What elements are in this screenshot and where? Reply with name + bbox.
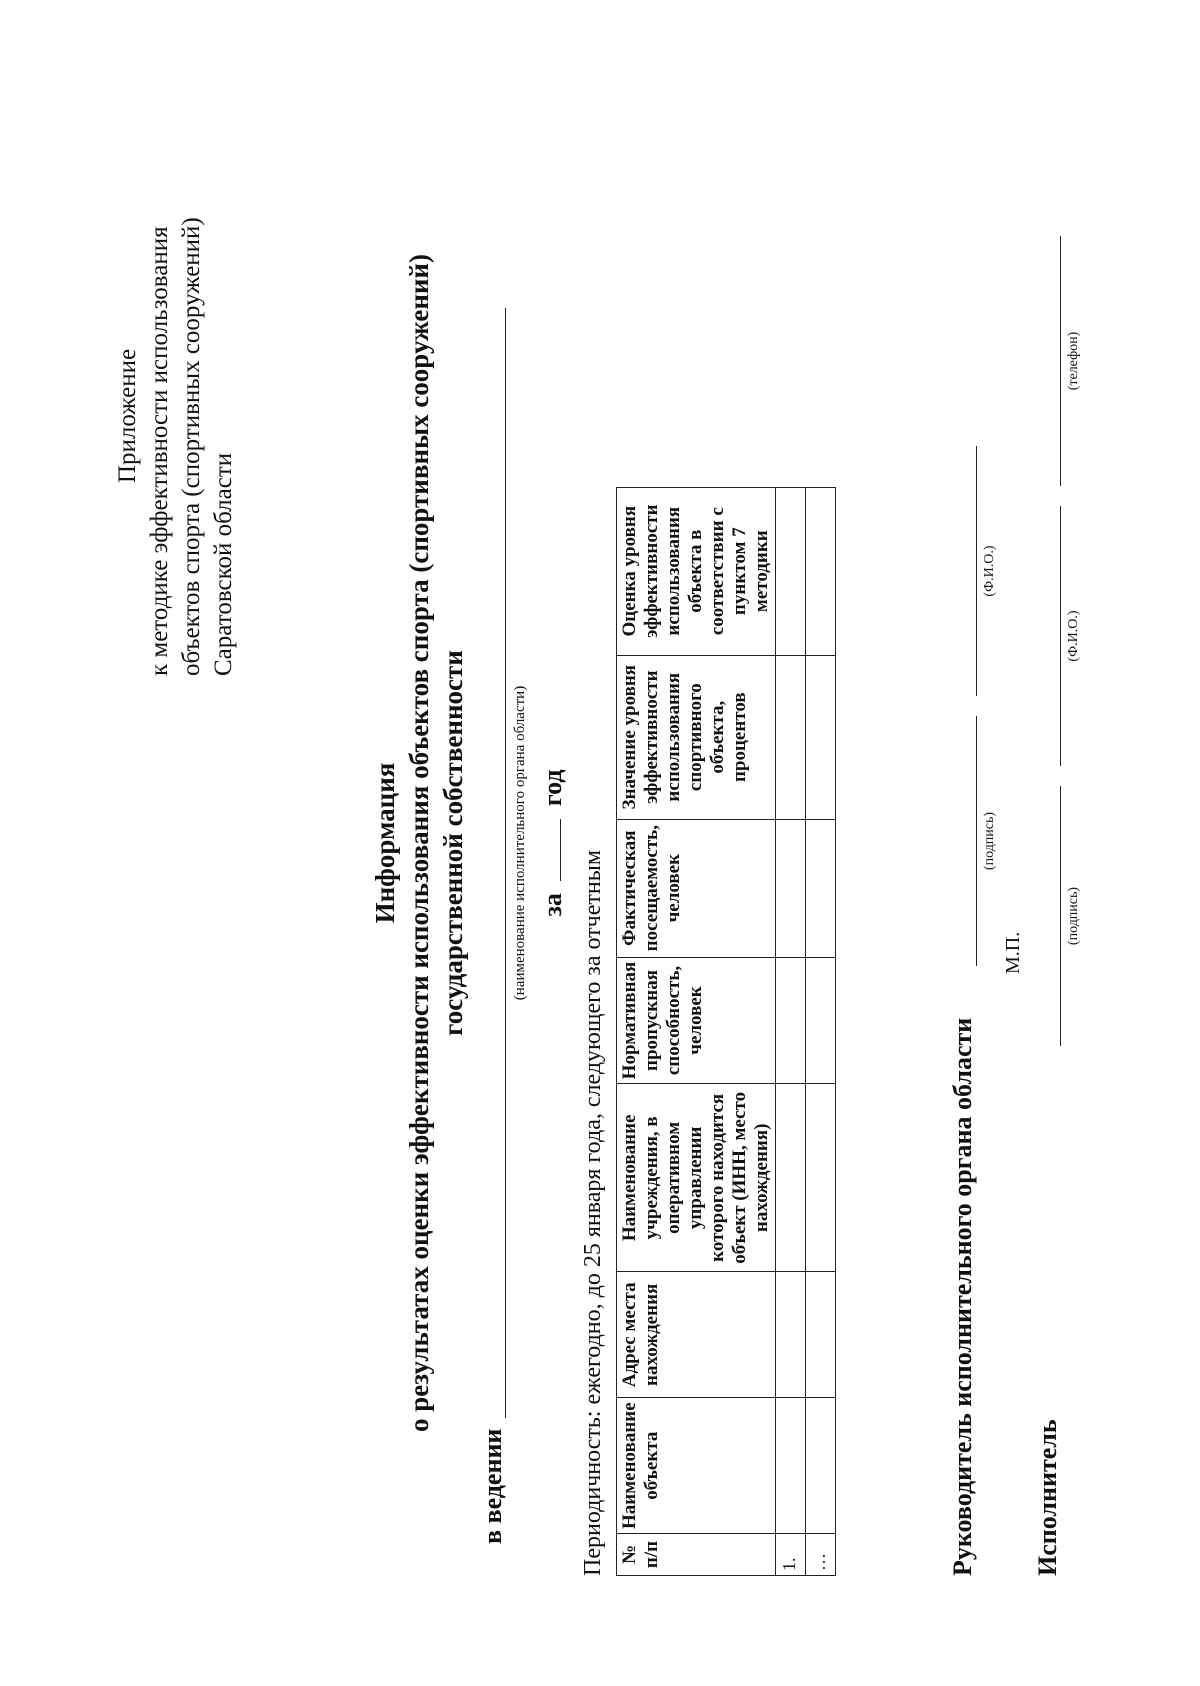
org-label: в ведении [478, 1428, 507, 1544]
exec-label: Исполнитель [1033, 1419, 1062, 1576]
exec-name-caption: (Ф.И.О.) [1066, 610, 1081, 662]
table-header-row [617, 487, 776, 1575]
col-efficiency-rating: Оценка уровня эффективности использования объекта в соответствии с пунктом 7 методики [617, 487, 776, 655]
table-cell[interactable] [776, 1272, 806, 1398]
table-row [776, 487, 806, 1575]
table-cell[interactable] [776, 819, 806, 957]
table-cell[interactable] [806, 655, 836, 819]
table-cell[interactable] [776, 487, 806, 655]
org-caption: (наименование исполнительного органа области) [512, 685, 528, 1001]
table-cell[interactable] [776, 655, 806, 819]
table-row [806, 487, 836, 1575]
doc-subtitle: о результатах оценки эффективности использования объектов спорта (спортивных сооружений) [404, 254, 434, 1432]
col-capacity: Нормативная пропускная способность, человек [617, 957, 776, 1084]
report-table [616, 487, 836, 1576]
exec-sign-line[interactable] [1060, 786, 1061, 1046]
year-suffix: год [538, 769, 567, 807]
table-cell[interactable] [806, 1398, 836, 1534]
appendix-block [112, 217, 240, 676]
table-cell[interactable] [776, 1398, 806, 1534]
doc-title: Информация [370, 762, 400, 924]
head-name-line[interactable] [976, 446, 977, 696]
periodicity-text: Периодичность: ежегодно, до 25 января года, следующего за отчетным [580, 849, 606, 1576]
appendix-line-1: к методике эффективности использования [146, 226, 173, 676]
stamp-mark: М.П. [1002, 931, 1024, 974]
table-cell[interactable] [806, 487, 836, 655]
col-address: Адрес места нахождения [617, 1272, 776, 1398]
org-input-line [505, 308, 506, 1418]
year-input-line [542, 819, 561, 881]
table-cell[interactable] [806, 1084, 836, 1272]
table-cell[interactable]: … [806, 1534, 836, 1576]
table-cell[interactable] [776, 1084, 806, 1272]
doc-subtitle-2: государственной собственности [438, 650, 468, 1036]
table-cell[interactable] [776, 957, 806, 1084]
head-sign-line[interactable] [976, 716, 977, 966]
table-cell[interactable] [806, 957, 836, 1084]
year-row [538, 0, 568, 1686]
head-label: Руководитель исполнительного органа области [948, 1017, 977, 1576]
col-attendance: Фактическая посещаемость, человек [617, 819, 776, 957]
exec-phone-caption: (телефон) [1066, 331, 1081, 391]
col-institution: Наименование учреждения, в оперативном управлении которого находится объект (ИНН, место нахождения) [617, 1084, 776, 1272]
table-cell[interactable] [806, 819, 836, 957]
appendix-line-2: объектов спорта (спортивных сооружений) [178, 217, 205, 676]
exec-name-line[interactable] [1060, 506, 1061, 766]
col-efficiency-value: Значение уровня эффективности использования спортивного объекта, процентов [617, 655, 776, 819]
head-sign-caption: (подпись) [982, 811, 997, 871]
year-prefix: за [538, 893, 567, 917]
appendix-title: Приложение [114, 348, 141, 484]
head-name-caption: (Ф.И.О.) [982, 545, 997, 597]
col-object-name: Наименование объекта [617, 1398, 776, 1534]
exec-sign-caption: (подпись) [1066, 886, 1081, 946]
table-cell[interactable]: 1. [776, 1534, 806, 1576]
col-number: № п/п [617, 1534, 776, 1576]
table-cell[interactable] [806, 1272, 836, 1398]
exec-phone-line[interactable] [1060, 236, 1061, 486]
appendix-line-3: Саратовской области [210, 452, 237, 676]
